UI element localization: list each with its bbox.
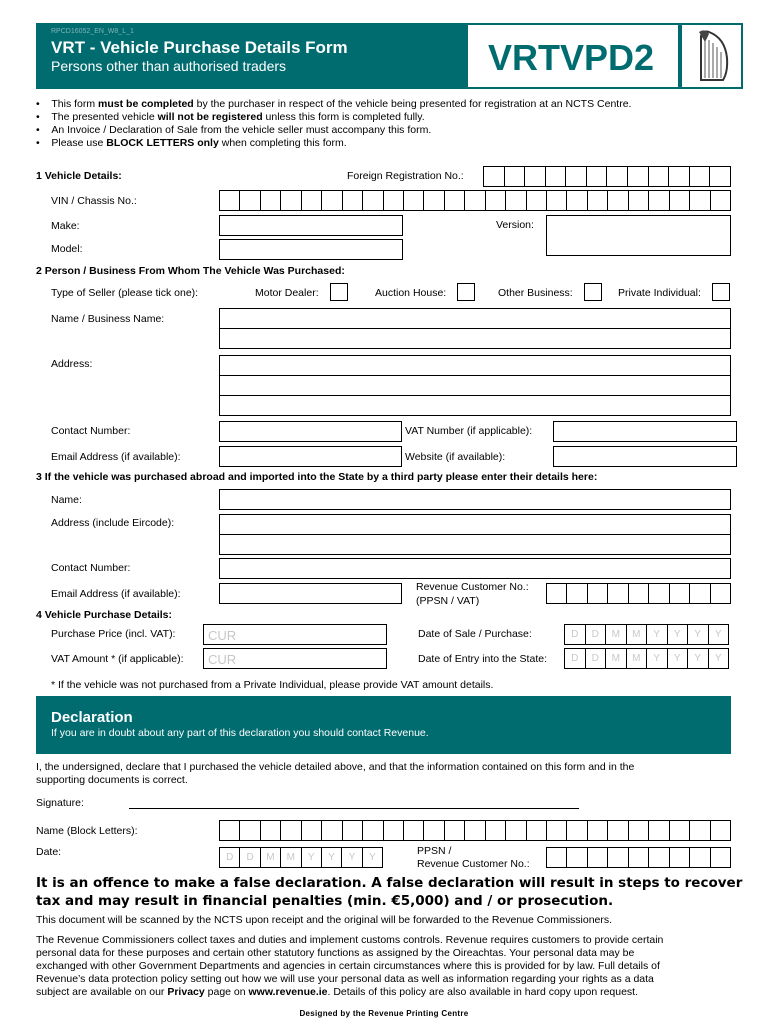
character-cell[interactable] <box>321 820 342 841</box>
currency-placeholder: CUR <box>208 652 237 667</box>
form-code: VRTVPD2 <box>488 37 655 78</box>
form-subtitle: Persons other than authorised traders <box>51 58 287 74</box>
character-cell[interactable] <box>362 190 383 211</box>
character-cell[interactable] <box>301 190 322 211</box>
declaration-date-label: Date: <box>36 846 62 858</box>
character-cell[interactable] <box>627 166 649 187</box>
harp-icon <box>695 28 731 84</box>
vat-amount-input[interactable] <box>203 648 387 669</box>
character-cell[interactable] <box>710 847 731 868</box>
revenue-customer-no-input[interactable] <box>546 583 731 604</box>
character-cell[interactable] <box>628 847 649 868</box>
seller-name-label: Name / Business Name: <box>51 313 165 325</box>
form-reference: RPCD16052_EN_W8_L_1 <box>51 28 134 35</box>
character-cell[interactable] <box>710 190 731 211</box>
character-cell[interactable] <box>628 190 649 211</box>
section-2-heading: 2 Person / Business From Whom The Vehicle Was Purchased: <box>36 265 345 277</box>
character-cell[interactable] <box>219 820 240 841</box>
date-cell[interactable]: M <box>605 648 627 669</box>
character-cell[interactable] <box>546 583 567 604</box>
make-input[interactable] <box>219 215 403 236</box>
character-cell[interactable] <box>565 166 587 187</box>
character-cell[interactable] <box>689 583 710 604</box>
declaration-text: I, the undersigned, declare that I purchased the vehicle detailed above, and that the information contained on this form and in the supporting documents is correct. <box>36 761 635 786</box>
character-cell[interactable] <box>505 820 526 841</box>
character-cell[interactable] <box>383 190 404 211</box>
declaration-subtitle: If you are in doubt about any part of this declaration you should contact Revenue. <box>51 727 429 739</box>
character-cell[interactable] <box>219 190 240 211</box>
foreign-registration-label: Foreign Registration No.: <box>347 170 464 182</box>
website-label: Website (if available): <box>405 451 506 463</box>
character-cell[interactable] <box>485 820 506 841</box>
signature-line[interactable] <box>129 808 579 809</box>
seller-type-label: Type of Seller (please tick one): <box>51 287 199 299</box>
character-cell[interactable] <box>566 820 587 841</box>
scan-notice: This document will be scanned by the NCTS upon receipt and the original will be forwarded to the Revenue Commissioners. <box>36 914 613 926</box>
purchase-price-label: Purchase Price (incl. VAT): <box>51 628 176 640</box>
instruction-item: • An Invoice / Declaration of Sale from the vehicle seller must accompany this form. <box>36 124 432 136</box>
character-cell[interactable] <box>301 820 322 841</box>
character-cell[interactable] <box>689 190 710 211</box>
character-cell[interactable] <box>483 166 505 187</box>
date-cell[interactable]: M <box>626 624 648 645</box>
date-cell[interactable]: M <box>626 648 648 669</box>
character-cell[interactable] <box>566 583 587 604</box>
date-cell[interactable]: M <box>260 847 281 868</box>
vat-amount-label: VAT Amount * (if applicable): <box>51 653 184 665</box>
character-cell[interactable] <box>545 166 567 187</box>
ppsn-vat-label: (PPSN / VAT) <box>416 595 480 607</box>
seller-address-input-line-1[interactable] <box>219 355 731 376</box>
date-of-entry-label: Date of Entry into the State: <box>418 653 547 665</box>
character-cell[interactable] <box>280 820 301 841</box>
date-cell[interactable]: Y <box>667 624 689 645</box>
vat-number-label: VAT Number (if applicable): <box>405 425 533 437</box>
private-individual-checkbox[interactable] <box>712 283 730 301</box>
character-cell[interactable] <box>669 190 690 211</box>
third-party-contact-label: Contact Number: <box>51 562 131 574</box>
character-cell[interactable] <box>709 166 731 187</box>
motor-dealer-label: Motor Dealer: <box>255 287 319 299</box>
seller-name-input-line-1[interactable] <box>219 308 731 329</box>
block-name-label: Name (Block Letters): <box>36 825 138 837</box>
date-cell[interactable]: D <box>219 847 240 868</box>
seller-contact-input[interactable] <box>219 421 402 442</box>
date-cell[interactable]: D <box>564 624 586 645</box>
vin-input[interactable] <box>219 190 731 211</box>
seller-email-input[interactable] <box>219 446 402 467</box>
character-cell[interactable] <box>586 166 608 187</box>
form-title: VRT - Vehicle Purchase Details Form <box>51 38 348 57</box>
character-cell[interactable] <box>383 820 404 841</box>
declaration-title: Declaration <box>51 709 133 726</box>
auction-house-label: Auction House: <box>375 287 447 299</box>
character-cell[interactable] <box>444 820 465 841</box>
character-cell[interactable] <box>524 166 546 187</box>
signature-label: Signature: <box>36 797 84 809</box>
date-cell[interactable]: Y <box>667 648 689 669</box>
revenue-customer-no-label-2: Revenue Customer No.: <box>417 858 530 870</box>
character-cell[interactable] <box>607 583 628 604</box>
date-cell[interactable]: M <box>605 624 627 645</box>
character-cell[interactable] <box>669 847 690 868</box>
character-cell[interactable] <box>546 820 567 841</box>
character-cell[interactable] <box>260 190 281 211</box>
seller-name-input-line-2[interactable] <box>219 328 731 349</box>
seller-email-label: Email Address (if available): <box>51 451 181 463</box>
third-party-email-input[interactable] <box>219 583 402 604</box>
character-cell[interactable] <box>648 583 669 604</box>
character-cell[interactable] <box>648 820 669 841</box>
block-name-input[interactable] <box>219 820 731 841</box>
section-4-heading: 4 Vehicle Purchase Details: <box>36 609 172 621</box>
character-cell[interactable] <box>689 820 710 841</box>
character-cell[interactable] <box>607 820 628 841</box>
third-party-address-input-line-1[interactable] <box>219 514 731 535</box>
instruction-item: • Please use BLOCK LETTERS only when completing this form. <box>36 137 347 149</box>
foreign-registration-input[interactable] <box>483 166 731 187</box>
character-cell[interactable] <box>444 190 465 211</box>
character-cell[interactable] <box>423 190 444 211</box>
character-cell[interactable] <box>321 190 342 211</box>
character-cell[interactable] <box>668 166 690 187</box>
date-cell[interactable]: D <box>239 847 260 868</box>
date-cell[interactable]: D <box>585 624 607 645</box>
character-cell[interactable] <box>342 190 363 211</box>
character-cell[interactable] <box>628 583 649 604</box>
character-cell[interactable] <box>566 847 587 868</box>
character-cell[interactable] <box>464 190 485 211</box>
website-input[interactable] <box>553 446 737 467</box>
purchase-price-input[interactable] <box>203 624 387 645</box>
seller-address-label: Address: <box>51 358 93 370</box>
offence-warning: It is an offence to make a false declaration. A false declaration will result in steps to recover tax and may result in financial penalties (min. €5,000) and / or prosecution. <box>36 875 743 909</box>
character-cell[interactable] <box>587 190 608 211</box>
character-cell[interactable] <box>587 820 608 841</box>
character-cell[interactable] <box>362 820 383 841</box>
privacy-link[interactable]: Privacy <box>167 986 205 998</box>
model-input[interactable] <box>219 239 403 260</box>
date-cell[interactable]: Y <box>321 847 342 868</box>
date-cell[interactable]: Y <box>687 648 709 669</box>
third-party-address-input-line-2[interactable] <box>219 534 731 555</box>
character-cell[interactable] <box>648 166 670 187</box>
character-cell[interactable] <box>342 820 363 841</box>
character-cell[interactable] <box>669 820 690 841</box>
date-cell[interactable]: Y <box>362 847 383 868</box>
ppsn-input[interactable] <box>546 847 731 868</box>
vin-label: VIN / Chassis No.: <box>51 195 137 207</box>
character-cell[interactable] <box>260 820 281 841</box>
seller-address-input-line-2[interactable] <box>219 375 731 396</box>
character-cell[interactable] <box>526 190 547 211</box>
character-cell[interactable] <box>607 190 628 211</box>
seller-address-input-line-3[interactable] <box>219 395 731 416</box>
character-cell[interactable] <box>566 190 587 211</box>
date-cell[interactable]: Y <box>341 847 362 868</box>
character-cell[interactable] <box>239 820 260 841</box>
character-cell[interactable] <box>423 820 444 841</box>
ppsn-label: PPSN / <box>417 845 452 857</box>
section-3-heading: 3 If the vehicle was purchased abroad and imported into the State by a third party please enter their details here: <box>36 471 598 483</box>
make-label: Make: <box>51 220 80 232</box>
date-of-sale-input[interactable] <box>564 624 729 645</box>
revenue-customer-no-label: Revenue Customer No.: <box>416 581 529 593</box>
auction-house-checkbox[interactable] <box>457 283 475 301</box>
character-cell[interactable] <box>280 190 301 211</box>
character-cell[interactable] <box>689 166 711 187</box>
character-cell[interactable] <box>505 190 526 211</box>
privacy-notice: The Revenue Commissioners collect taxes and duties and implement customs controls. Revenue requires customers to provide certain personal data for these purposes and certain other statutory functions as assigned by the Oireachtas. Your personal data may be exchanged with other Government Departments and agencies in certain circumstances where this is provided for by law. Full details of Revenue’s data protection policy setting out how we will use your personal data as well as information regarding your rights as a data subject are available on our Privacy page on www.revenue.ie. Details of this policy are also available in hard copy upon request. <box>36 934 664 998</box>
character-cell[interactable] <box>546 847 567 868</box>
third-party-name-input[interactable] <box>219 489 731 510</box>
seller-contact-label: Contact Number: <box>51 425 131 437</box>
character-cell[interactable] <box>607 847 628 868</box>
character-cell[interactable] <box>628 820 649 841</box>
declaration-date-input[interactable] <box>219 847 383 868</box>
instruction-item: • The presented vehicle will not be registered unless this form is completed fully. <box>36 111 425 123</box>
vat-number-input[interactable] <box>553 421 737 442</box>
character-cell[interactable] <box>587 847 608 868</box>
character-cell[interactable] <box>587 583 608 604</box>
date-cell[interactable]: Y <box>708 648 730 669</box>
character-cell[interactable] <box>648 847 669 868</box>
instructions-list <box>36 98 631 150</box>
currency-placeholder: CUR <box>208 628 237 643</box>
date-cell[interactable]: Y <box>708 624 730 645</box>
section-1-heading: 1 Vehicle Details: <box>36 170 122 182</box>
character-cell[interactable] <box>669 583 690 604</box>
third-party-email-label: Email Address (if available): <box>51 588 181 600</box>
character-cell[interactable] <box>403 820 424 841</box>
date-cell[interactable]: Y <box>646 624 668 645</box>
character-cell[interactable] <box>504 166 526 187</box>
footer-credit: Designed by the Revenue Printing Centre <box>299 1009 469 1018</box>
character-cell[interactable] <box>606 166 628 187</box>
character-cell[interactable] <box>689 847 710 868</box>
character-cell[interactable] <box>239 190 260 211</box>
date-of-sale-label: Date of Sale / Purchase: <box>418 628 532 640</box>
date-cell[interactable]: Y <box>687 624 709 645</box>
vat-footnote: * If the vehicle was not purchased from a Private Individual, please provide VAT amount details. <box>51 679 494 691</box>
character-cell[interactable] <box>546 190 567 211</box>
character-cell[interactable] <box>464 820 485 841</box>
date-cell[interactable]: M <box>280 847 301 868</box>
character-cell[interactable] <box>485 190 506 211</box>
revenue-website-link[interactable]: www.revenue.ie <box>248 986 328 998</box>
character-cell[interactable] <box>526 820 547 841</box>
character-cell[interactable] <box>403 190 424 211</box>
instruction-item: • This form must be completed by the purchaser in respect of the vehicle being presented for registration at an NCTS Centre. <box>36 98 632 110</box>
date-cell[interactable]: D <box>585 648 607 669</box>
other-business-checkbox[interactable] <box>584 283 602 301</box>
declaration-banner <box>36 696 731 754</box>
model-label: Model: <box>51 243 83 255</box>
character-cell[interactable] <box>710 820 731 841</box>
character-cell[interactable] <box>648 190 669 211</box>
other-business-label: Other Business: <box>498 287 573 299</box>
date-of-entry-input[interactable] <box>564 648 729 669</box>
version-input[interactable] <box>546 215 731 256</box>
date-cell[interactable]: Y <box>301 847 322 868</box>
date-cell[interactable]: Y <box>646 648 668 669</box>
private-individual-label: Private Individual: <box>618 287 701 299</box>
third-party-name-label: Name: <box>51 494 82 506</box>
version-label: Version: <box>496 219 534 231</box>
third-party-address-label: Address (include Eircode): <box>51 517 175 529</box>
motor-dealer-checkbox[interactable] <box>330 283 348 301</box>
third-party-contact-input[interactable] <box>219 558 731 579</box>
date-cell[interactable]: D <box>564 648 586 669</box>
character-cell[interactable] <box>710 583 731 604</box>
